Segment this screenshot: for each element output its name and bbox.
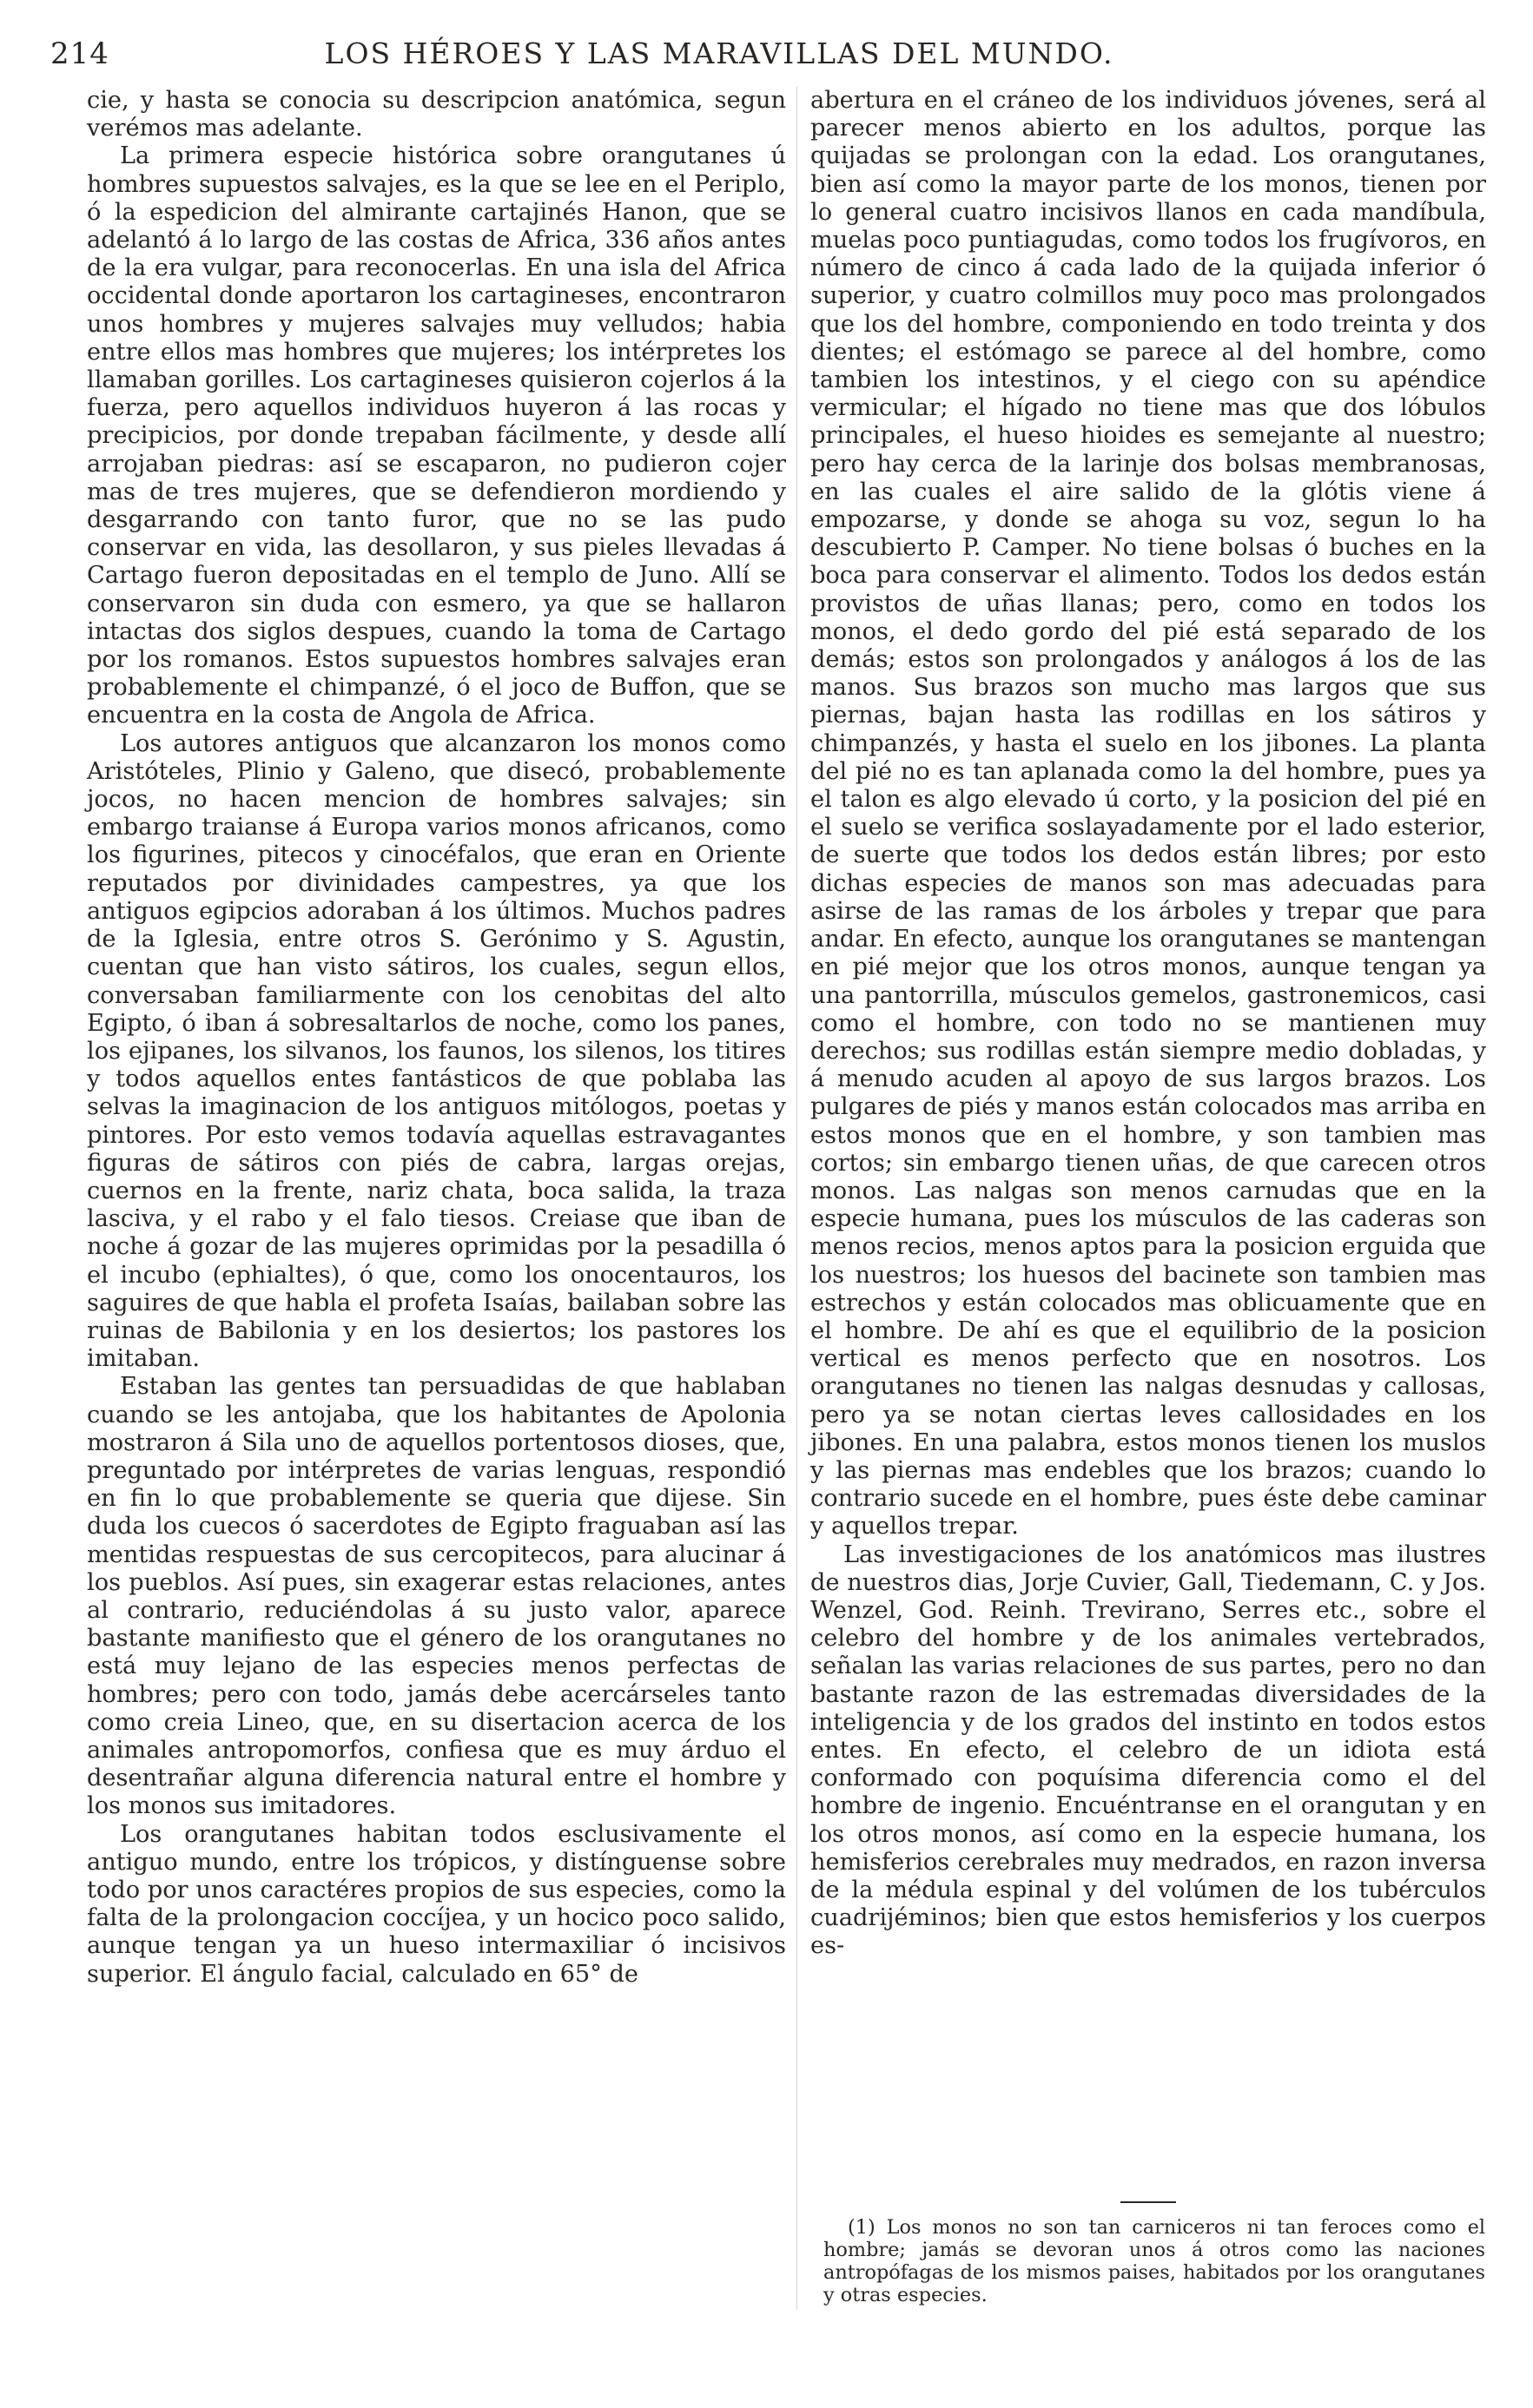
- column-divider: [796, 87, 797, 2310]
- paragraph: Los orangutanes habitan todos esclusivamente el antiguo mundo, entre los trópicos, y distínguense sobre todo por unos caractéres propios de sus especies, como la falta de la prolongacion coccíjea, y un hocico poco salido, aunque tengan ya un hueso intermaxiliar ó incisivos superior. El ángulo facial, calculado en 65° de: [87, 1820, 786, 1988]
- page-number: 214: [50, 36, 109, 71]
- footnote-divider: [1120, 2201, 1176, 2203]
- paragraph: Estaban las gentes tan persuadidas de que hablaban cuando se les antojaba, que los habitantes de Apolonia mostraron á Sila uno de aquellos portentosos dioses, que, preguntado por intérpretes de varias lenguas, respondió en fin lo que probablemente se queria que dijese. Sin duda los cuecos ó sacerdotes de Egipto fraguaban así las mentidas respuestas de sus cercopitecos, para alucinar á los pueblos. Así pues, sin exagerar estas relaciones, antes al contrario, reduciéndolas á su justo valor, aparece bastante manifiesto que el género de los orangutanes no está muy lejano de las especies menos perfectas de hombres; pero con todo, jamás debe acercárseles tanto como creia Lineo, que, en su disertacion acerca de los animales antropomorfos, confiesa que es muy árduo el desentrañar alguna diferencia natural entre el hombre y los monos sus imitadores.: [87, 1373, 786, 1820]
- running-head: LOS HÉROES Y LAS MARAVILLAS DEL MUNDO.: [324, 36, 1114, 70]
- right-column: [810, 87, 1486, 1961]
- page-header: [50, 36, 1490, 78]
- paragraph: abertura en el cráneo de los individuos jóvenes, será al parecer menos abierto en los adultos, porque las quijadas se prolongan con la edad. Los orangutanes, bien así como la mayor parte de los monos, tienen por lo general cuatro incisivos llanos en cada mandíbula, muelas poco puntiagudas, como todos los frugívoros, en número de cinco á cada lado de la quijada inferior ó superior, y cuatro colmillos muy poco mas prolongados que los del hombre, componiendo en todo treinta y dos dientes; el estómago se parece al del hombre, como tambien los intestinos, y el ciego con su apéndice vermicular; el hígado no tiene mas que dos lóbulos principales, el hueso hioides es semejante al nuestro; pero hay cerca de la larinje dos bolsas membranosas, en las cuales el aire salido de la glótis viene á empozarse, y donde se ahoga su voz, segun lo ha descubierto P. Camper. No tiene bolsas ó buches en la boca para conservar el alimento. Todos los dedos están provistos de uñas llanas; pero, como en todos los monos, el dedo gordo del pié está separado de los demás; estos son prolongados y análogos á los de las manos. Sus brazos son mucho mas largos que sus piernas, bajan hasta las rodillas en los sátiros y chimpanzés, y hasta el suelo en los jibones. La planta del pié no es tan aplanada como la del hombre, pues ya el talon es algo elevado ú corto, y la posicion del pié en el suelo se verifica soslayadamente por el lado esterior, de suerte que todos los dedos están libres; por esto dichas especies de manos son mas adecuadas para asirse de las ramas de los árboles y trepar que para andar. En efecto, aunque los orangutanes se mantengan en pié mejor que los otros monos, aunque tengan ya una pantorrilla, músculos gemelos, gastronemicos, casi como el hombre, con todo no se mantienen muy derechos; sus rodillas están siempre medio dobladas, y á menudo acuden al apoyo de sus largos brazos. Los pulgares de piés y manos están colocados mas arriba en estos monos que en el hombre, y son tambien mas cortos; sin embargo tienen uñas, de que carecen otros monos. Las nalgas son menos carnudas que en la especie humana, pues los músculos de las caderas son menos recios, menos aptos para la posicion erguida que los nuestros; los huesos del bacinete son tambien mas estrechos y están colocados mas oblicuamente que en el hombre. De ahí es que el equilibrio de la posicion vertical es menos perfecto que en nosotros. Los orangutanes no tienen las nalgas desnudas y callosas, pero ya se notan ciertas leves callosidades en los jibones. En una palabra, estos monos tienen los muslos y las piernas mas endebles que los brazos; cuando lo contrario sucede en el hombre, pues éste debe caminar y aquellos trepar.: [810, 87, 1486, 1540]
- paragraph: Las investigaciones de los anatómicos mas ilustres de nuestros dias, Jorje Cuvier, Gall, Tiedemann, C. y Jos. Wenzel, God. Reinh. Treviranо, Serres etc., sobre el celebro del hombre y de los animales vertebrados, señalan las varias relaciones de sus partes, pero no dan bastante razon de las estremadas diversidades de la inteligencia y de los grados del instinto en todos estos entes. En efecto, el celebro de un idiota está conformado con poquísima diferencia como el del hombre de ingenio. Encuéntranse en el orangutan y en los otros monos, así como en la especie humana, los hemisferios cerebrales muy medrados, en razon inversa de la médula espinal y del volúmen de los tubérculos cuadrijéminos; bien que estos hemisferios y los cuerpos es-: [810, 1540, 1486, 1960]
- paragraph: Los autores antiguos que alcanzaron los monos como Aristóteles, Plinio y Galeno, que disecó, probablemente jocos, no hacen mencion de hombres salvajes; sin embargo traianse á Europa varios monos africanos, como los figurines, pitecos y cinocéfalos, que eran en Oriente reputados por divinidades campestres, ya que los antiguos egipcios adoraban á los últimos. Muchos padres de la Iglesia, entre otros S. Gerónimo y S. Agustin, cuentan que han visto sátiros, los cuales, segun ellos, conversaban familiarmente con los cenobitas del alto Egipto, ó iban á sobresaltarlos de noche, como los panes, los ejipanes, los silvanos, los faunos, los silenos, los titires y todos aquellos entes fantásticos de que poblaba las selvas la imaginacion de los antiguos mitólogos, poetas y pintores. Por esto vemos todavía aquellas estravagantes figuras de sátiros con piés de cabra, largas orejas, cuernos en la frente, nariz chata, boca salida, la traza lasciva, y el rabo y el falo tiesos. Creiase que iban de noche á gozar de las mujeres oprimidas por la pesadilla ó el incubo (ephialtes), ó que, como los onocentauros, los saguires de que habla el profeta Isaías, bailaban sobre las ruinas de Babilonia y en los desiertos; los pastores los imitaban.: [87, 729, 786, 1373]
- footnote-text: (1) Los monos no son tan carniceros ni tan feroces como el hombre; jamás se devoran unos á otros como las naciones antropófagas de los mismos paises, habitados por los orangutanes y otras especies.: [823, 2216, 1485, 2306]
- paragraph: La primera especie histórica sobre orangutanes ú hombres supuestos salvajes, es la que se lee en el Periplo, ó la espedicion del almirante cartajinés Hanon, que se adelantó á lo largo de las costas de Africa, 336 años antes de la era vulgar, para reconocerlas. En una isla del Africa occidental donde aportaron los cartagineses, encontraron unos hombres y mujeres salvajes muy velludos; habia entre ellos mas hombres que mujeres; los intérpretes los llamaban gorilles. Los cartagineses quisieron cojerlos á la fuerza, pero aquellos individuos huyeron á las rocas y precipicios, por donde trepaban fácilmente, y desde allí arrojaban piedras: así se escaparon, no pudieron cojer mas de tres mujeres, que se defendieron mordiendo y desgarrando con tanto furor, que no se las pudo conservar en vida, las desollaron, y sus pieles llevadas á Cartago fueron depositadas en el templo de Juno. Allí se conservaron sin duda con esmero, ya que se hallaron intactas dos siglos despues, cuando la toma de Cartago por los romanos. Estos supuestos hombres salvajes eran probablemente el chimpanzé, ó el joco de Buffon, que se encuentra en la costa de Angola de Africa.: [87, 142, 786, 729]
- footnote: [823, 2216, 1485, 2306]
- left-column: [87, 87, 786, 1989]
- paragraph: cie, y hasta se conocia su descripcion anatómica, segun verémos mas adelante.: [87, 87, 786, 142]
